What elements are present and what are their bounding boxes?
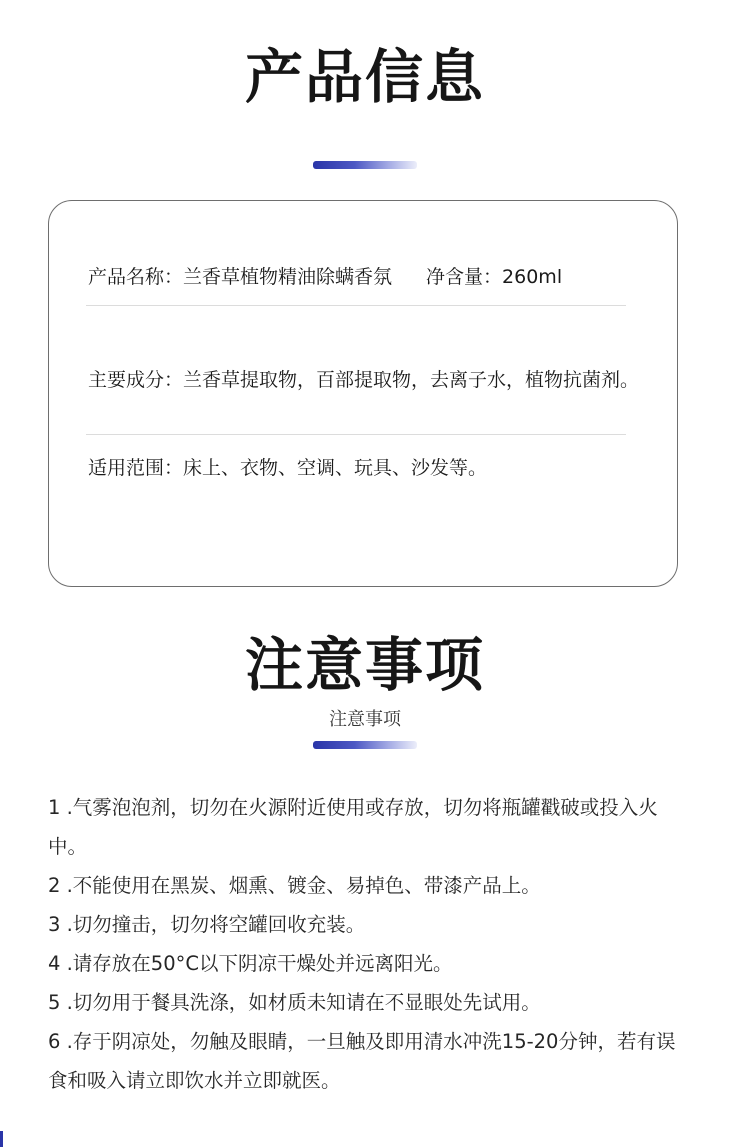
corner-mark (0, 1131, 3, 1147)
notice-item: 4 .请存放在50°C以下阴凉干燥处并远离阳光。 (48, 952, 453, 975)
notice-item: 6 .存于阴凉处，勿触及眼睛，一旦触及即用清水冲洗15-20分钟，若有误 食和吸入请立即饮水并立即就医。 (48, 1030, 676, 1092)
notice-list (48, 788, 693, 1100)
divider (86, 434, 626, 435)
notice-item: 3 .切勿撞击，切勿将空罐回收充装。 (48, 913, 366, 936)
divider (86, 305, 626, 306)
net-content-value: 260ml (502, 266, 563, 288)
ingredients-value: 兰香草提取物，百部提取物，去离子水，植物抗菌剂。 (183, 369, 640, 391)
product-info-title: 产品信息 (244, 43, 485, 111)
notice-item: 2 .不能使用在黑炭、烟熏、镀金、易掉色、带漆产品上。 (48, 874, 541, 897)
product-name-label: 产品名称： (88, 266, 184, 288)
product-name-value: 兰香草植物精油除螨香氛 (183, 266, 393, 288)
notice-subtitle: 注意事项 (329, 709, 401, 730)
notice-title: 注意事项 (244, 631, 485, 699)
accent-bar (313, 741, 417, 749)
usage-scope-row (88, 454, 648, 482)
usage-scope-label: 适用范围： (88, 457, 184, 479)
product-name-row (88, 263, 648, 291)
ingredients-label: 主要成分： (88, 369, 184, 391)
ingredients-row (88, 366, 648, 394)
net-content-label: 净含量： (426, 266, 503, 288)
usage-scope-value: 床上、衣物、空调、玩具、沙发等。 (183, 457, 488, 479)
accent-bar (313, 161, 417, 169)
notice-item: 5 .切勿用于餐具洗涤，如材质未知请在不显眼处先试用。 (48, 991, 541, 1014)
notice-item: 1 .气雾泡泡剂，切勿在火源附近使用或存放，切勿将瓶罐戳破或投入火中。 (48, 796, 658, 858)
